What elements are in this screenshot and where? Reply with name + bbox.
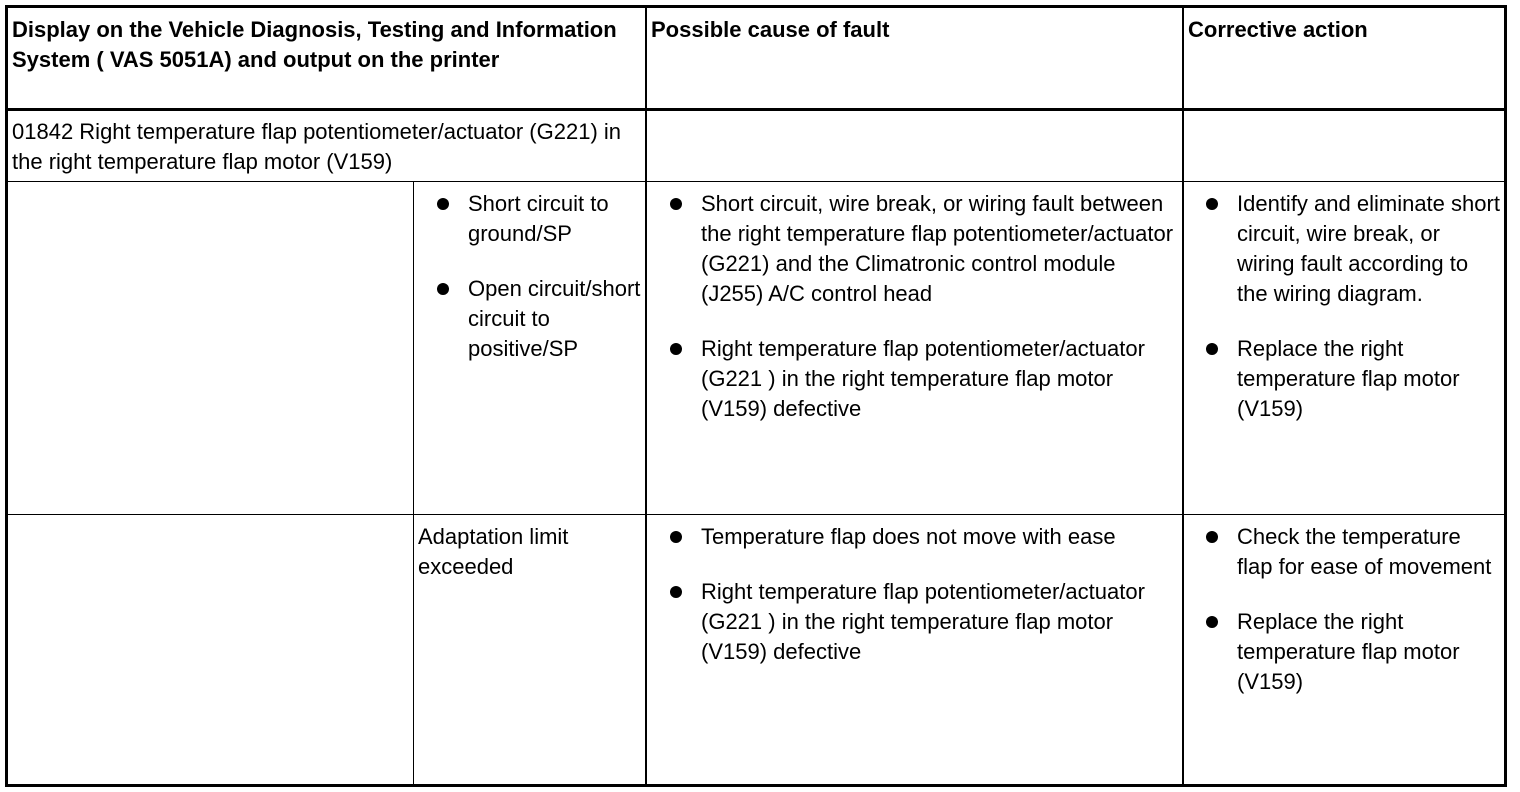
symptom-text: Open circuit/short circuit to positive/SP	[468, 276, 641, 361]
column-divider	[645, 8, 647, 784]
symptom-cell: Adaptation limit exceeded	[418, 524, 569, 579]
action-text: Replace the right temperature flap motor (V159)	[1237, 336, 1460, 421]
cause-text: Short circuit, wire break, or wiring fault between the right temperature flap potentiometer/actuator (G221) and the Climatronic control module (J255) A/C control head	[701, 191, 1174, 306]
action-text: Check the temperature flap for ease of movement	[1237, 524, 1492, 579]
list-item	[668, 522, 1180, 552]
list-item	[1204, 522, 1502, 582]
cause-text: Right temperature flap potentiometer/actuator (G221 ) in the right temperature flap motor (V159) defective	[701, 336, 1145, 421]
column-divider	[413, 181, 414, 784]
cause-text: Right temperature flap potentiometer/actuator (G221 ) in the right temperature flap motor (V159) defective	[701, 579, 1145, 664]
cause-text: Temperature flap does not move with ease	[701, 524, 1116, 549]
list-item	[435, 274, 643, 364]
header-possible-cause: Possible cause of fault	[651, 17, 890, 42]
list-item	[1204, 189, 1502, 309]
list-item	[1204, 607, 1502, 697]
row-divider	[8, 181, 1504, 182]
list-item	[435, 189, 643, 249]
bullet-icon	[1206, 616, 1218, 628]
action-cell	[1204, 522, 1502, 697]
symptom-cell	[435, 189, 643, 364]
bullet-icon	[1206, 343, 1218, 355]
bullet-icon	[670, 586, 682, 598]
fault-table	[5, 5, 1507, 787]
symptom-text: Short circuit to ground/SP	[468, 191, 609, 246]
bullet-icon	[670, 531, 682, 543]
bullet-icon	[437, 283, 449, 295]
bullet-icon	[437, 198, 449, 210]
list-item	[668, 189, 1180, 309]
action-text: Replace the right temperature flap motor (V159)	[1237, 609, 1460, 694]
fault-title: 01842 Right temperature flap potentiometer/actuator (G221) in the right temperature flap motor (V159)	[12, 119, 622, 174]
cause-cell	[668, 189, 1180, 424]
action-text: Identify and eliminate short circuit, wire break, or wiring fault according to the wiring diagram.	[1237, 191, 1500, 306]
action-cell	[1204, 189, 1502, 424]
bullet-icon	[1206, 198, 1218, 210]
bullet-icon	[670, 198, 682, 210]
cause-cell	[668, 522, 1180, 667]
bullet-icon	[1206, 531, 1218, 543]
list-item	[668, 334, 1180, 424]
column-divider	[1182, 8, 1184, 784]
header-corrective-action: Corrective action	[1188, 17, 1368, 42]
header-divider	[8, 108, 1504, 111]
header-display: Display on the Vehicle Diagnosis, Testing and Information System ( VAS 5051A) and output on the printer	[12, 17, 617, 72]
list-item	[1204, 334, 1502, 424]
row-divider	[8, 514, 1504, 515]
bullet-icon	[670, 343, 682, 355]
list-item	[668, 577, 1180, 667]
